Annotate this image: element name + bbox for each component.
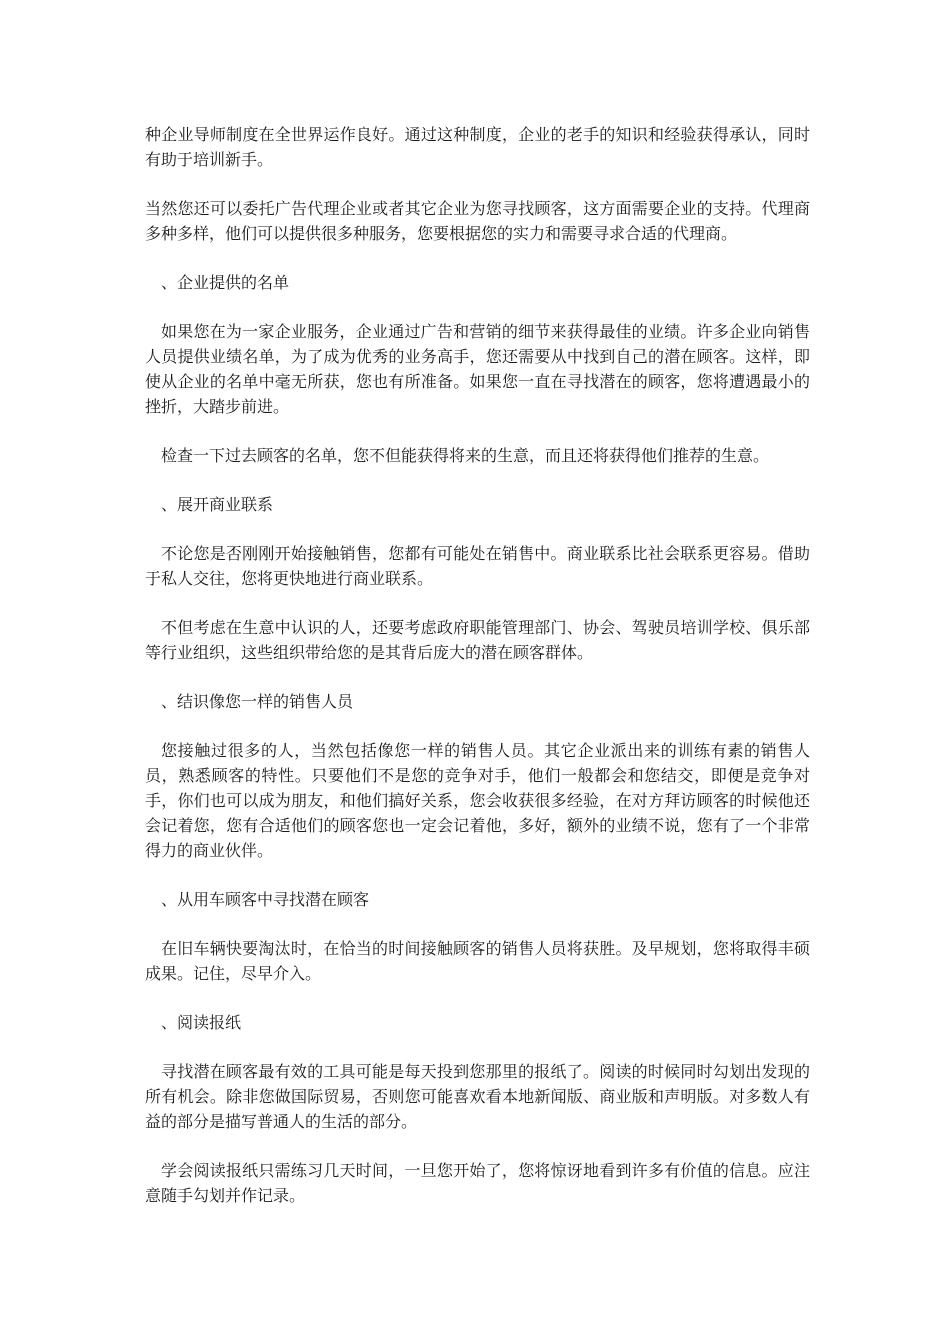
paragraph: 学会阅读报纸只需练习几天时间，一旦您开始了，您将惊讶地看到许多有价值的信息。应注意随手勾划并作记录。 [145, 1161, 810, 1205]
paragraph: 寻找潜在顾客最有效的工具可能是每天投到您那里的报纸了。阅读的时候同时勾划出发现的所有机会。除非您做国际贸易，否则您可能喜欢看本地新闻版、商业版和声明版。对多数人有益的部分是描写普通人的生活的部分。 [145, 1062, 810, 1131]
paragraph: 不论您是否刚刚开始接触销售，您都有可能处在销售中。商业联系比社会联系更容易。借助于私人交往，您将更快地进行商业联系。 [145, 544, 810, 588]
section-heading: 、展开商业联系 [161, 495, 274, 514]
paragraph: 检查一下过去顾客的名单，您不但能获得将来的生意，而且还将获得他们推荐的生意。 [161, 446, 770, 465]
paragraph: 不但考虑在生意中认识的人，还要考虑政府职能管理部门、协会、驾驶员培训学校、俱乐部等行业组织，这些组织带给您的是其背后庞大的潜在顾客群体。 [145, 618, 810, 662]
section-heading: 、结识像您一样的销售人员 [161, 692, 354, 711]
section-heading: 、企业提供的名单 [161, 273, 290, 292]
paragraph: 如果您在为一家企业服务，企业通过广告和营销的细节来获得最佳的业绩。许多企业向销售人员提供业绩名单，为了成为优秀的业务高手，您还需要从中找到自己的潜在顾客。这样，即使从企业的名单中毫无所获，您也有所准备。如果您一直在寻找潜在的顾客，您将遭遇最小的挫折，大踏步前进。 [145, 322, 810, 416]
paragraph: 种企业导师制度在全世界运作良好。通过这种制度，企业的老手的知识和经验获得承认，同时有助于培训新手。 [145, 125, 810, 169]
paragraph: 在旧车辆快要淘汰时，在恰当的时间接触顾客的销售人员将获胜。及早规划，您将取得丰硕成果。记住，尽早介入。 [145, 939, 810, 983]
paragraph: 您接触过很多的人，当然包括像您一样的销售人员。其它企业派出来的训练有素的销售人员，熟悉顾客的特性。只要他们不是您的竞争对手，他们一般都会和您结交，即便是竞争对手，你们也可以成为朋友，和他们搞好关系，您会收获很多经验，在对方拜访顾客的时候他还会记着您，您有合适他们的顾客您也一定会记着他，多好，额外的业绩不说，您有了一个非常得力的商业伙伴。 [145, 741, 810, 860]
document-body [145, 122, 810, 1232]
section-heading: 、从用车顾客中寻找潜在顾客 [161, 890, 370, 909]
section-heading: 、阅读报纸 [161, 1013, 242, 1032]
paragraph: 当然您还可以委托广告代理企业或者其它企业为您寻找顾客，这方面需要企业的支持。代理商多种多样，他们可以提供很多种服务，您要根据您的实力和需要寻求合适的代理商。 [145, 199, 810, 243]
